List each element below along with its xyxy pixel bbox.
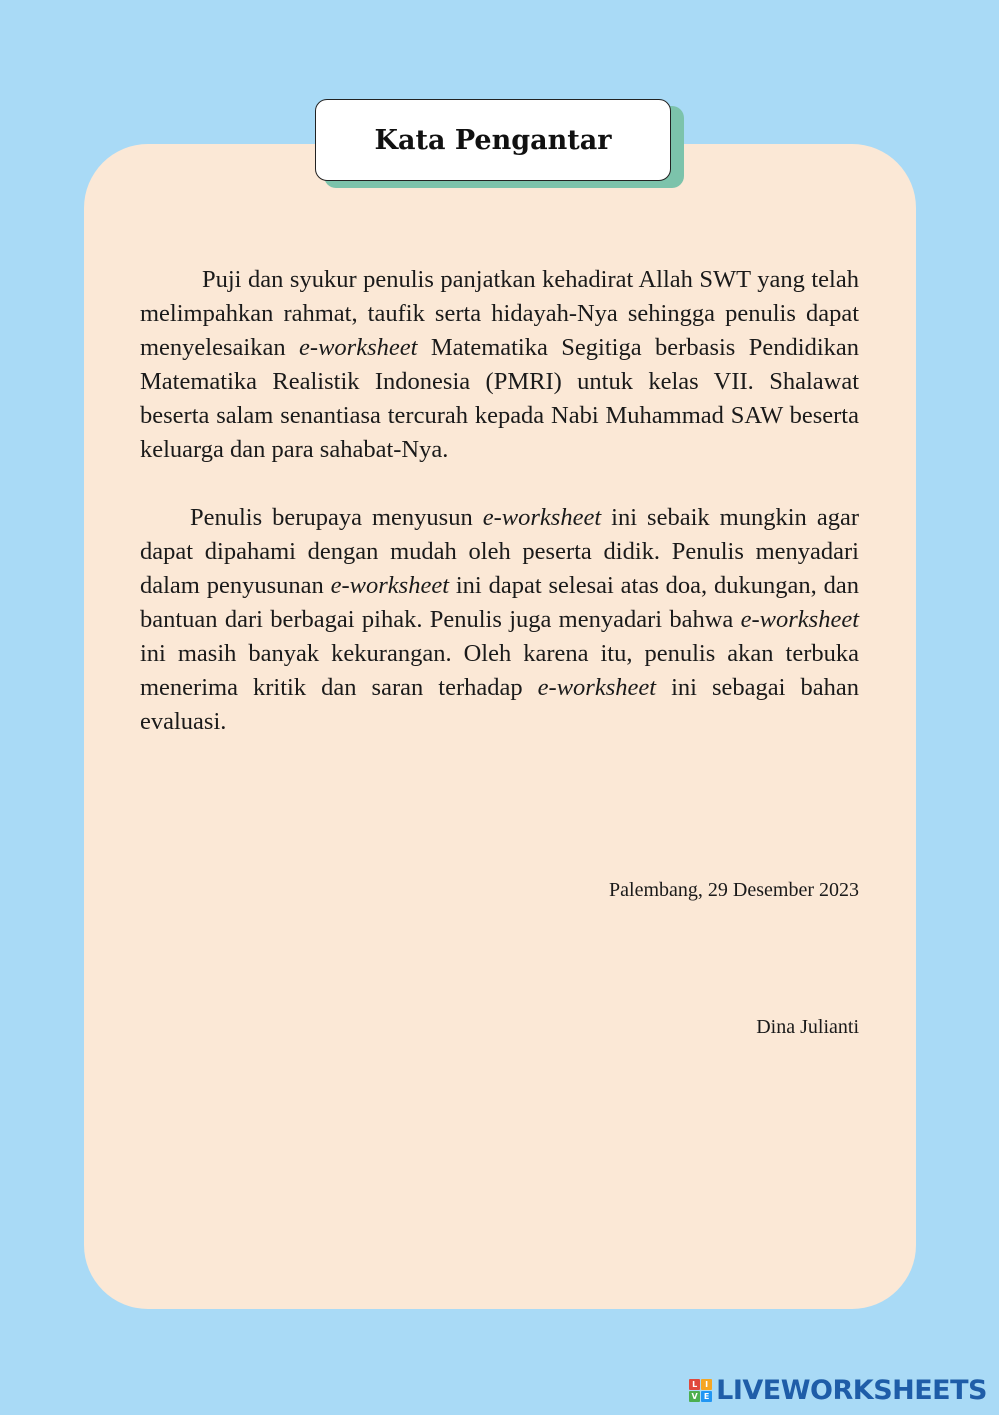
liveworksheets-mark-icon: L I V E	[689, 1379, 712, 1402]
place-date: Palembang, 29 Desember 2023	[609, 879, 859, 901]
paragraph-1: Puji dan syukur penulis panjatkan kehadirat Allah SWT yang telah melimpahkan rahmat, taufik serta hidayah-Nya sehingga penulis dapat menyelesaikan e-worksheet Matematika Segitiga berbasis Pendidikan Matematika Realistik Indonesia (PMRI) untuk kelas VII. Shalawat beserta salam senantiasa tercurah kepada Nabi Muhammad SAW beserta keluarga dan para sahabat-Nya.	[140, 266, 860, 463]
liveworksheets-text: LIVEWORKSHEETS	[716, 1374, 987, 1406]
body-text	[140, 263, 859, 739]
liveworksheets-logo	[689, 1373, 987, 1407]
page-title: Kata Pengantar	[374, 124, 612, 156]
author-name: Dina Julianti	[756, 1016, 859, 1038]
title-box	[315, 99, 671, 181]
paragraph-2: Penulis berupaya menyusun e-worksheet ini sebaik mungkin agar dapat dipahami dengan mudah oleh peserta didik. Penulis menyadari dalam penyusunan e-worksheet ini dapat selesai atas doa, dukungan, dan bantuan dari berbagai pihak. Penulis juga menyadari bahwa e-worksheet ini masih banyak kekurangan. Oleh karena itu, penulis akan terbuka menerima kritik dan saran terhadap e-worksheet ini sebagai bahan evaluasi.	[140, 504, 860, 735]
